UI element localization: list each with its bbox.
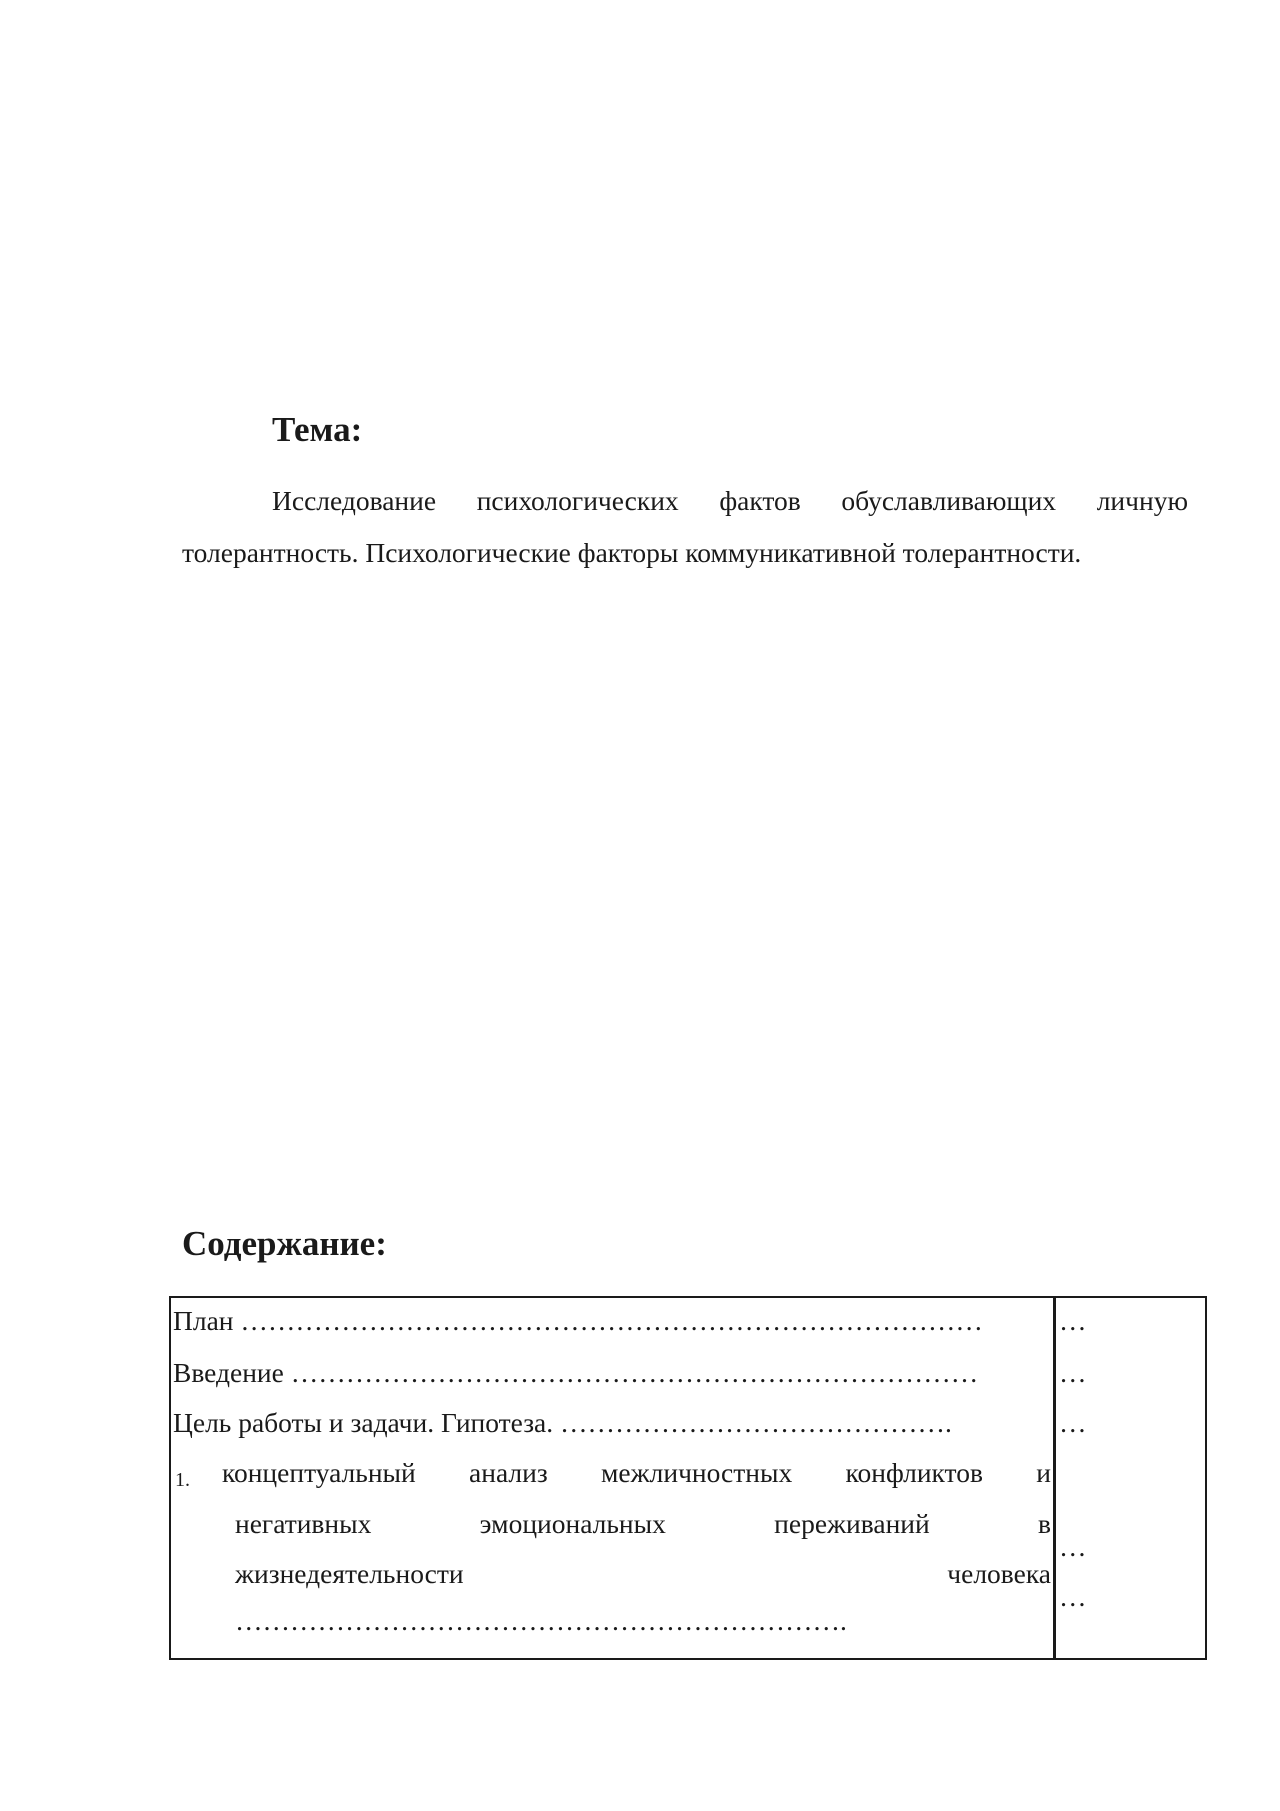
toc-page-item1-b: … (1059, 1581, 1087, 1612)
toc-page-goals: … (1059, 1407, 1087, 1438)
toc-word: переживаний (774, 1508, 930, 1539)
toc-item1-line2 (235, 1507, 1051, 1541)
toc-item1-line4: …………………………………………………………. (235, 1605, 847, 1636)
toc-word: межличностных (601, 1457, 793, 1488)
toc-word: жизнедеятельности (235, 1558, 464, 1589)
toc-row-goals: Цель работы и задачи. Гипотеза. ……………………………………. (173, 1407, 952, 1438)
toc-table (169, 1296, 1207, 1660)
toc-row-intro: Введение ………………………………………………………………… (173, 1357, 979, 1388)
toc-item1-line3 (235, 1557, 1051, 1591)
toc-word: человека (947, 1558, 1051, 1589)
toc-word: анализ (469, 1457, 548, 1488)
toc-word: эмоциональных (479, 1508, 666, 1539)
toc-row-plan: План ……………………………………………………………………… (173, 1305, 983, 1336)
toc-word: конфликтов (845, 1457, 983, 1488)
toc-word: концептуальный (222, 1457, 416, 1488)
contents-heading: Содержание: (182, 1224, 387, 1263)
toc-page-item1-a: … (1059, 1531, 1087, 1562)
toc-page-plan: … (1059, 1305, 1087, 1336)
toc-column-divider (1053, 1298, 1056, 1658)
toc-word: негативных (235, 1508, 372, 1539)
toc-item-number: 1. (175, 1469, 190, 1491)
toc-word: в (1037, 1508, 1051, 1539)
toc-page-intro: … (1059, 1357, 1087, 1388)
toc-item1-line1 (222, 1456, 1051, 1490)
toc-word: и (1036, 1457, 1051, 1488)
theme-text: Исследование психологических фактов обуславливающих личную толерантность. Психологические факторы коммуникативной толерантности. (182, 485, 1188, 568)
theme-heading: Тема: (272, 410, 363, 449)
